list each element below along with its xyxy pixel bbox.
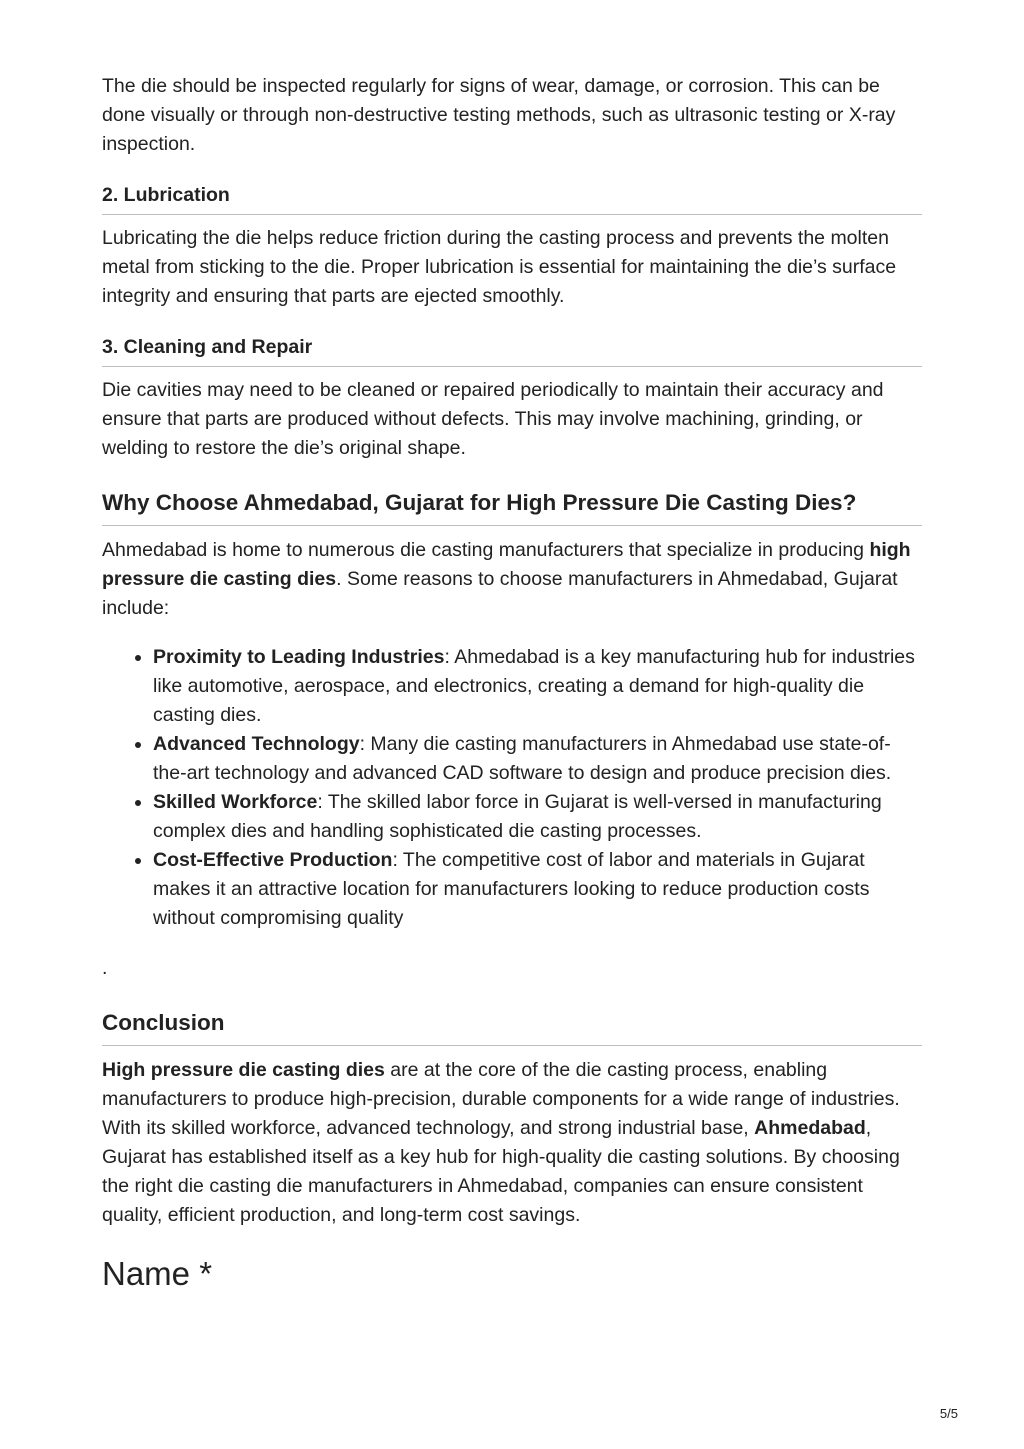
conclusion-text-1: are at the core of the die casting process, enabling manufacturers to produce high-precision, durable components for a wide range of industries. With its skilled workforce, advanced technology, and strong industrial base, — [102, 1059, 900, 1139]
conclusion-heading: Conclusion — [102, 1009, 922, 1046]
list-item-text: : Ahmedabad is a key manufacturing hub for industries like automotive, aerospace, and electronics, creating a demand for high-quality die casting dies. — [153, 646, 915, 726]
inspection-paragraph: The die should be inspected regularly for signs of wear, damage, or corrosion. This can be done visually or through non-destructive testing methods, such as ultrasonic testing or X-ray inspection. — [102, 75, 896, 155]
reasons-list — [102, 643, 922, 933]
why-choose-intro-before: Ahmedabad is home to numerous die casting manufacturers that specialize in producing — [102, 539, 870, 561]
list-item — [153, 643, 922, 730]
page-number: 5/5 — [939, 1406, 958, 1421]
cleaning-heading: 3. Cleaning and Repair — [102, 335, 922, 367]
name-field-label: Name * — [102, 1255, 213, 1292]
list-item-title: Proximity to Leading Industries — [153, 646, 445, 668]
list-item — [153, 730, 922, 788]
cleaning-paragraph: Die cavities may need to be cleaned or repaired periodically to maintain their accuracy and ensure that parts are produced without defects. This may involve machining, grinding, or welding to restore the die’s original shape. — [102, 379, 884, 459]
lubrication-heading: 2. Lubrication — [102, 183, 922, 215]
list-item-title: Cost-Effective Production — [153, 849, 393, 871]
why-choose-intro-after: . Some reasons to choose manufacturers in Ahmedabad, Gujarat include: — [102, 568, 898, 619]
list-item-title: Advanced Technology — [153, 733, 360, 755]
conclusion-text-2: , Gujarat has established itself as a key hub for high-quality die casting solutions. By choosing the right die casting die manufacturers in Ahmedabad, companies can ensure consistent quality, efficient production, and long-term cost savings. — [102, 1117, 900, 1226]
list-item — [153, 846, 922, 933]
list-item-text: : The skilled labor force in Gujarat is well-versed in manufacturing complex dies and handling sophisticated die casting processes. — [153, 791, 882, 842]
conclusion-paragraph — [102, 1056, 922, 1230]
conclusion-bold-1: High pressure die casting dies — [102, 1059, 385, 1081]
list-item-title: Skilled Workforce — [153, 791, 318, 813]
why-choose-intro — [102, 536, 922, 623]
why-choose-heading: Why Choose Ahmedabad, Gujarat for High Pressure Die Casting Dies? — [102, 489, 922, 526]
why-choose-intro-bold: high pressure die casting dies — [102, 539, 911, 590]
conclusion-bold-2: Ahmedabad — [754, 1117, 866, 1139]
article-content — [102, 72, 922, 1294]
list-item-text: : Many die casting manufacturers in Ahmedabad use state-of-the-art technology and advanced CAD software to design and produce precision dies. — [153, 733, 892, 784]
list-item — [153, 788, 922, 846]
trailing-dot: . — [102, 957, 108, 979]
lubrication-paragraph: Lubricating the die helps reduce friction during the casting process and prevents the molten metal from sticking to the die. Proper lubrication is essential for maintaining the die’s surface integrity and ensuring that parts are ejected smoothly. — [102, 227, 897, 307]
list-item-text: : The competitive cost of labor and materials in Gujarat makes it an attractive location for manufacturers looking to reduce production costs without compromising quality — [153, 849, 870, 929]
